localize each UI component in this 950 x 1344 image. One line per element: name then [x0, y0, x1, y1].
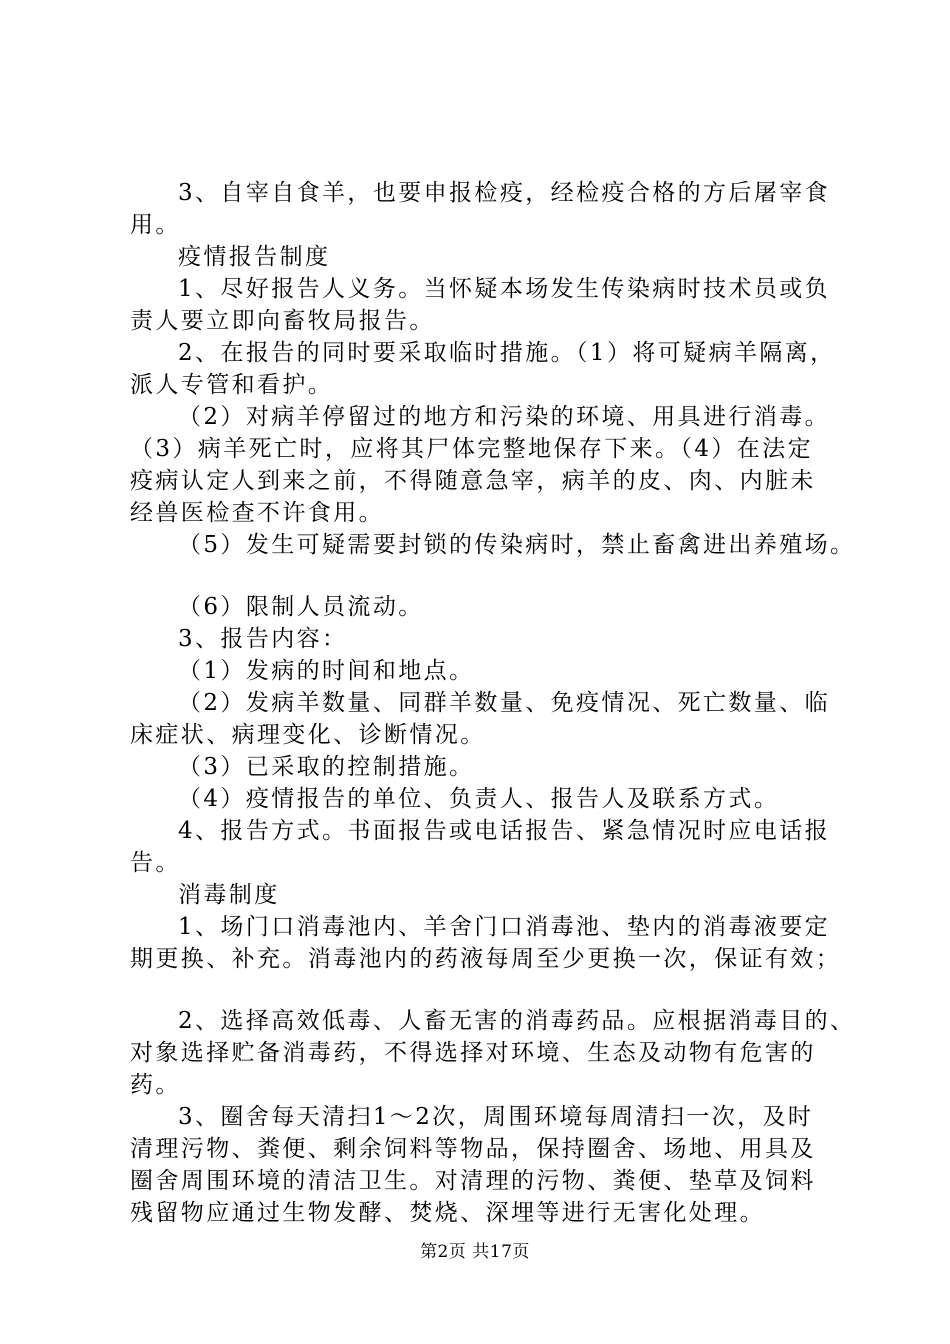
paragraph-line: （2）对病羊停留过的地方和污染的环境、用具进行消毒。: [178, 404, 831, 430]
paragraph-line: 用。: [130, 212, 181, 238]
paragraph-line: 圈舍周围环境的清洁卫生。对清理的污物、粪便、垫草及饲料: [130, 1168, 816, 1194]
section-heading: 疫情报告制度: [178, 244, 331, 270]
page-number-footer: 第2页 共17页: [420, 1242, 530, 1262]
paragraph-line: （6）限制人员流动。: [178, 594, 424, 620]
section-heading: 消毒制度: [178, 882, 280, 908]
paragraph-line: （3）病羊死亡时，应将其尸体完整地保存下来。（4）在法定: [130, 436, 813, 462]
paragraph-line: 2、选择高效低毒、人畜无害的消毒药品。应根据消毒目的、: [178, 1008, 856, 1034]
paragraph-line: 经兽医检查不许食用。: [130, 500, 384, 526]
paragraph-line: 3、报告内容：: [178, 626, 348, 652]
paragraph-line: 3、圈舍每天清扫1～2次，周围环境每周清扫一次，及时: [178, 1104, 814, 1130]
paragraph-line: （5）发生可疑需要封锁的传染病时，禁止畜禽进出养殖场。: [178, 532, 856, 558]
paragraph-line: （2）发病羊数量、同群羊数量、免疫情况、死亡数量、临: [178, 690, 831, 716]
paragraph-line: 责人要立即向畜牧局报告。: [130, 308, 435, 334]
paragraph-line: 疫病认定人到来之前，不得随意急宰，病羊的皮、肉、内脏未: [130, 468, 816, 494]
paragraph-line: 3、自宰自食羊，也要申报检疫，经检疫合格的方后屠宰食: [178, 180, 831, 206]
paragraph-line: 期更换、补充。消毒池内的药液每周至少更换一次，保证有效；: [130, 946, 842, 972]
paragraph-line: 2、在报告的同时要采取临时措施。（1）将可疑病羊隔离，: [178, 340, 836, 366]
paragraph-line: 1、尽好报告人义务。当怀疑本场发生传染病时技术员或负: [178, 276, 831, 302]
paragraph-line: 4、报告方式。书面报告或电话报告、紧急情况时应电话报: [178, 818, 831, 844]
paragraph-line: 对象选择贮备消毒药，不得选择对环境、生态及动物有危害的: [130, 1040, 816, 1066]
paragraph-line: 床症状、病理变化、诊断情况。: [130, 722, 486, 748]
paragraph-line: （1）发病的时间和地点。: [178, 658, 475, 684]
paragraph-line: 清理污物、粪便、剩余饲料等物品，保持圈舍、场地、用具及: [130, 1136, 816, 1162]
paragraph-line: 残留物应通过生物发酵、焚烧、深埋等进行无害化处理。: [130, 1200, 765, 1226]
paragraph-line: 告。: [130, 850, 181, 876]
paragraph-line: 1、场门口消毒池内、羊舍门口消毒池、垫内的消毒液要定: [178, 914, 831, 940]
paragraph-line: （3）已采取的控制措施。: [178, 754, 475, 780]
paragraph-line: 药。: [130, 1072, 181, 1098]
paragraph-line: （4）疫情报告的单位、负责人、报告人及联系方式。: [178, 786, 780, 812]
paragraph-line: 派人专管和看护。: [130, 372, 334, 398]
